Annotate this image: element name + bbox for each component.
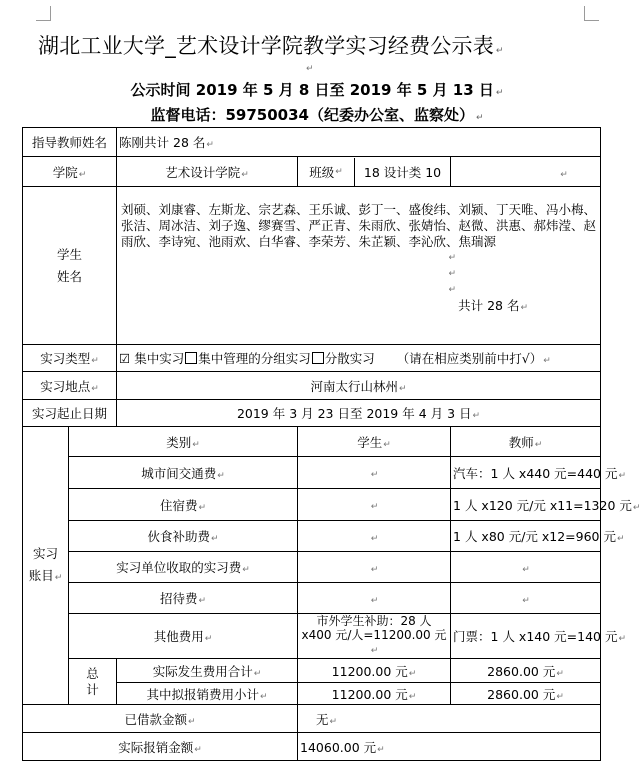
ledger-student: ↵ xyxy=(298,489,451,521)
students-names xyxy=(117,187,601,345)
practice-type-hint: （请在相应类别前中打√） xyxy=(396,351,543,366)
notice-time: 公示时间 2019 年 5 月 8 日至 2019 年 5 月 13 日 ↵ xyxy=(130,81,504,99)
location-label: 实习地点↵ xyxy=(23,372,117,400)
borrowed-row xyxy=(23,705,601,733)
ledger-student: ↵ xyxy=(298,521,451,552)
ledger-category: 实习单位收取的实习费↵ xyxy=(69,552,298,583)
ledger-row xyxy=(23,521,601,552)
college-label: 学院↵ xyxy=(23,157,117,187)
document-title: 湖北工业大学_艺术设计学院教学实习经费公示表 ↵ xyxy=(38,34,504,58)
planned-total-label: 其中拟报销费用小计↵ xyxy=(117,683,298,705)
reimburse-label: 实际报销金额↵ xyxy=(23,733,298,761)
blank-line: ↵ xyxy=(448,269,457,279)
supervise-phone: 监督电话：59750034（纪委办公室、监察处） ↵ xyxy=(150,106,484,124)
borrowed-label: 已借款金额↵ xyxy=(23,705,298,733)
ledger-category: 城市间交通费↵ xyxy=(69,457,298,489)
dates-label: 实习起止日期 xyxy=(23,400,117,427)
planned-total-teacher: 2860.00 元↵ xyxy=(451,683,601,705)
location-value: 河南太行山林州↵ xyxy=(117,372,601,400)
blank-line: ↵ xyxy=(448,253,457,263)
ledger-teacher: ↵ xyxy=(451,552,601,583)
college-value: 艺术设计学院↵ xyxy=(117,157,298,187)
actual-total-student: 11200.00 元↵ xyxy=(298,659,451,683)
location-row xyxy=(23,372,601,400)
header-student: 学生↵ xyxy=(298,427,451,457)
ledger-row xyxy=(23,583,601,614)
ledger-section-label: 实习 账目↵ xyxy=(23,427,69,705)
ledger-category: 住宿费↵ xyxy=(69,489,298,521)
dates-row xyxy=(23,400,601,427)
ledger-teacher: 1 人 x80 元/元 x12=960 元↵ xyxy=(451,521,601,552)
ledger-category: 招待费↵ xyxy=(69,583,298,614)
class-cell xyxy=(298,157,451,187)
ledger-teacher: 1 人 x120 元/元 x11=1320 元↵ xyxy=(451,489,601,521)
margin-corner-right xyxy=(584,6,599,21)
ledger-row xyxy=(23,614,601,659)
ledger-teacher: ↵ xyxy=(451,583,601,614)
dates-value: 2019 年 3 月 23 日至 2019 年 4 月 3 日↵ xyxy=(117,400,601,427)
header-category: 类别↵ xyxy=(69,427,298,457)
class-value-part: 18 设计类 10 xyxy=(363,164,442,180)
practice-type-checkbox[interactable] xyxy=(185,352,197,364)
college-row xyxy=(23,157,601,187)
practice-type-checkbox-checked[interactable]: ☑ xyxy=(119,351,131,366)
ledger-student: ↵ xyxy=(298,583,451,614)
ledger-category: 伙食补助费↵ xyxy=(69,521,298,552)
expense-table xyxy=(22,127,640,761)
students-total: 共计 28 名↵ xyxy=(458,298,529,313)
option-scattered: 分散实习 xyxy=(324,351,375,366)
totals-label: 总 计 xyxy=(69,659,117,705)
students-row xyxy=(23,187,601,345)
ledger-header-row xyxy=(23,427,601,457)
ledger-teacher: 门票：1 人 x140 元=140 元↵ xyxy=(451,614,601,659)
class-label: 班级 ↵ xyxy=(298,158,355,186)
practice-type-label: 实习类型↵ xyxy=(23,345,117,372)
paragraph-mark: ↵ xyxy=(306,64,314,74)
teacher-value: 陈刚共计 28 名↵ xyxy=(117,128,601,157)
class-value: ↵ xyxy=(451,157,601,187)
student-name-list: 刘硕、刘康睿、左斯龙、宗艺森、王乐诚、彭丁一、盛俊纬、刘颍、丁天唯、冯小梅、张洁、周冰洁、刘子逸、缪赛雪、严正青、朱雨欣、张婧怡、赵微、洪惠、郝炜滢、赵雨欣、李诗宛、池雨欢、白华睿、李荣芳、朱芷颖、李沁欣、焦瑞源 xyxy=(121,202,597,249)
actual-total-label: 实际发生费用合计↵ xyxy=(117,659,298,683)
ledger-row xyxy=(23,457,601,489)
reimburse-value: 14060.00 元↵ xyxy=(298,733,601,761)
ledger-student: ↵ xyxy=(298,457,451,489)
students-label: 学生 姓名 xyxy=(23,187,117,345)
option-centralized: 集中实习 xyxy=(134,351,185,366)
reimburse-row xyxy=(23,733,601,761)
actual-total-teacher: 2860.00 元↵ xyxy=(451,659,601,683)
ledger-row xyxy=(23,552,601,583)
planned-total-student: 11200.00 元↵ xyxy=(298,683,451,705)
practice-type-row xyxy=(23,345,601,372)
ledger-teacher: 汽车：1 人 x440 元=440 元↵ xyxy=(451,457,601,489)
margin-corner-left xyxy=(36,6,51,21)
header-teacher: 教师↵ xyxy=(451,427,601,457)
practice-type-options: ☑ 集中实习 集中管理的分组实习 分散实习 （请在相应类别前中打√）↵ xyxy=(117,345,601,372)
ledger-row xyxy=(23,489,601,521)
option-group: 集中管理的分组实习 xyxy=(198,351,311,366)
teacher-label: 指导教师姓名 xyxy=(23,128,117,157)
teacher-row xyxy=(23,128,601,157)
actual-total-row xyxy=(23,659,601,683)
ledger-student: ↵ xyxy=(298,552,451,583)
ledger-student: 市外学生补助：28 人 x400 元/人=11200.00 元↵ xyxy=(298,614,451,659)
borrowed-value: 无↵ xyxy=(298,705,601,733)
ledger-category: 其他费用↵ xyxy=(69,614,298,659)
practice-type-checkbox[interactable] xyxy=(312,352,324,364)
blank-line: ↵ xyxy=(448,285,457,295)
